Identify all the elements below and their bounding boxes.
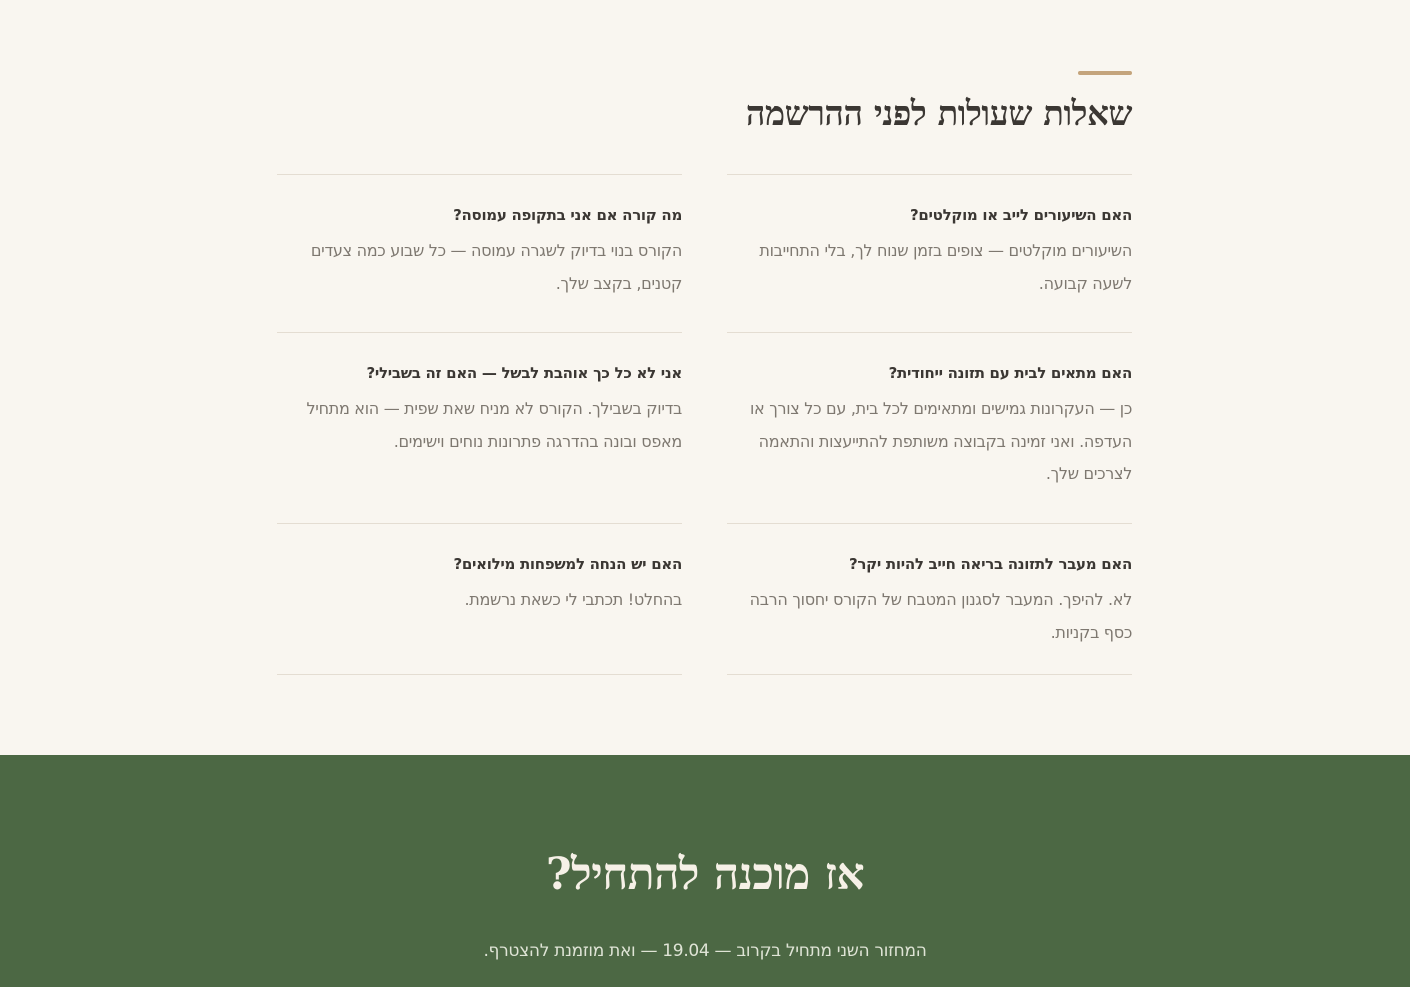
faq-container [277, 0, 1132, 755]
faq-answer: לא. להיפך. המעבר לסגנון המטבח של הקורס יחסוך הרבה כסף בקניות. [749, 590, 1132, 642]
faq-answer: הקורס בנוי בדיוק לשגרה עמוסה — כל שבוע כמה צעדים קטנים, בקצב שלך. [310, 241, 682, 293]
faq-item [277, 332, 682, 523]
cta-subtitle: המחזור השני מתחיל בקרוב — 19.04 — ואת מוזמנת להצטרף. [483, 941, 927, 961]
faq-grid [277, 174, 1132, 675]
faq-question: מה קורה אם אני בתקופה עמוסה? [453, 206, 682, 224]
faq-question: אני לא כל כך אוהבת לבשל — האם זה בשבילי? [366, 364, 682, 382]
faq-item [277, 174, 682, 332]
faq-answer: כן — העקרונות גמישים ומתאימים לכל בית, עם כל צורך או העדפה. ואני זמינה בקבוצה משותפת להתייעצות והתאמה לצרכים שלך. [749, 399, 1132, 483]
faq-item [727, 174, 1132, 332]
faq-question: האם השיעורים לייב או מוקלטים? [910, 206, 1132, 224]
faq-question: האם יש הנחה למשפחות מילואים? [453, 555, 682, 573]
faq-item [277, 523, 682, 675]
faq-item [727, 332, 1132, 523]
title-accent-rule [1078, 71, 1132, 75]
cta-section [0, 755, 1410, 987]
faq-question: האם מתאים לבית עם תזונה ייחודית? [888, 364, 1132, 382]
faq-answer: בהחלט! תכתבי לי כשאת נרשמת. [464, 590, 682, 609]
cta-title: אז מוכנה להתחיל? [545, 849, 865, 900]
faq-title: שאלות שעולות לפני ההרשמה [745, 94, 1132, 134]
faq-question: האם מעבר לתזונה בריאה חייב להיות יקר? [849, 555, 1132, 573]
faq-answer: השיעורים מוקלטים — צופים בזמן שנוח לך, בלי התחייבות לשעה קבועה. [759, 241, 1132, 293]
faq-answer: בדיוק בשבילך. הקורס לא מניח שאת שפית — הוא מתחיל מאפס ובונה בהדרגה פתרונות נוחים וישימים. [306, 399, 682, 451]
faq-item [727, 523, 1132, 675]
